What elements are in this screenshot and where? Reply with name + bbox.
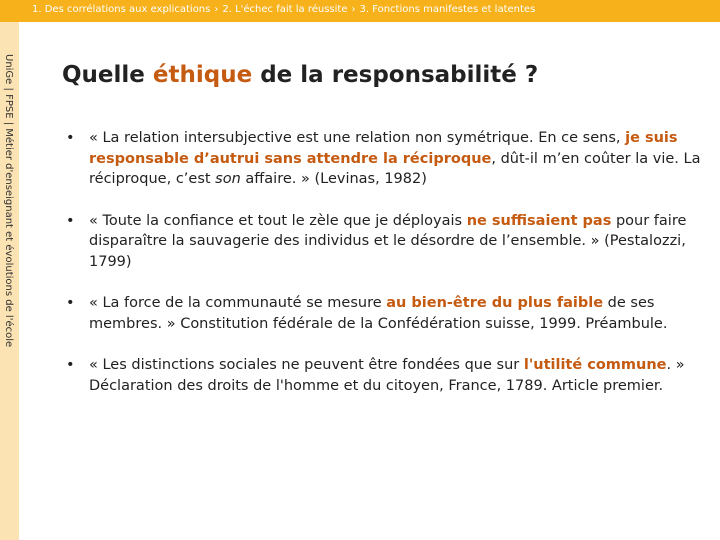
title-accent-word: éthique (152, 62, 253, 88)
list-item (66, 355, 706, 396)
quote-text: , dût-il m’en coûter la vie. La réciproque, c’est (89, 150, 701, 187)
breadcrumb-separator: › (214, 4, 219, 15)
bullet-icon: • (66, 295, 75, 311)
bullet-icon: • (66, 212, 75, 229)
breadcrumb-item-3[interactable]: 3. Fonctions manifestes et latentes (359, 4, 536, 15)
quote-text: de ses membres. » Constitution fédérale de la Confédération suisse, 1999. Préambule. (89, 295, 668, 332)
quote-text: « La force de la communauté se mesure (89, 295, 387, 311)
page-title (62, 62, 538, 88)
quote-text: « La relation intersubjective est une relation non symétrique. En ce sens, (89, 130, 626, 146)
list-item (66, 211, 706, 273)
bullet-icon: • (66, 357, 75, 373)
list-item (66, 293, 706, 334)
breadcrumb-item-1[interactable]: 1. Des corrélations aux explications (32, 4, 211, 15)
quote-highlight: je suis responsable d’autrui sans attendre la réciproque (89, 130, 678, 167)
breadcrumb-separator: › (351, 4, 356, 15)
title-part-2: de la responsabilité ? (252, 62, 539, 88)
header-bar (0, 0, 720, 22)
quote-text: affaire. » (Levinas, 1982) (240, 171, 427, 187)
quote-emphasis: son (215, 171, 241, 187)
quote-text: « Toute la confiance et tout le zèle que je déployais (89, 212, 467, 229)
title-part-1: Quelle (62, 62, 153, 88)
sidebar (0, 22, 19, 540)
quote-text: pour faire disparaître la sauvagerie des individus et le désordre de l’ensemble. » (Pestalozzi, 1799) (89, 212, 687, 270)
quote-text: « Les distinctions sociales ne peuvent être fondées que sur (89, 357, 524, 373)
quote-text: . » Déclaration des droits de l'homme et du citoyen, France, 1789. Article premier. (89, 357, 685, 394)
quote-highlight: au bien-être du plus faible (386, 295, 604, 311)
list-item (66, 128, 706, 190)
bullet-icon: • (66, 130, 75, 146)
breadcrumb-item-2[interactable]: 2. L'échec fait la réussite (222, 4, 348, 15)
quote-highlight: ne suffisaient pas (466, 212, 612, 229)
sidebar-label: UniGe | FPSE | Métier d'enseignant et évolutions de l'école (3, 54, 14, 348)
quote-list (66, 128, 706, 396)
breadcrumb (32, 4, 535, 15)
quote-highlight: l'utilité commune (523, 357, 667, 373)
